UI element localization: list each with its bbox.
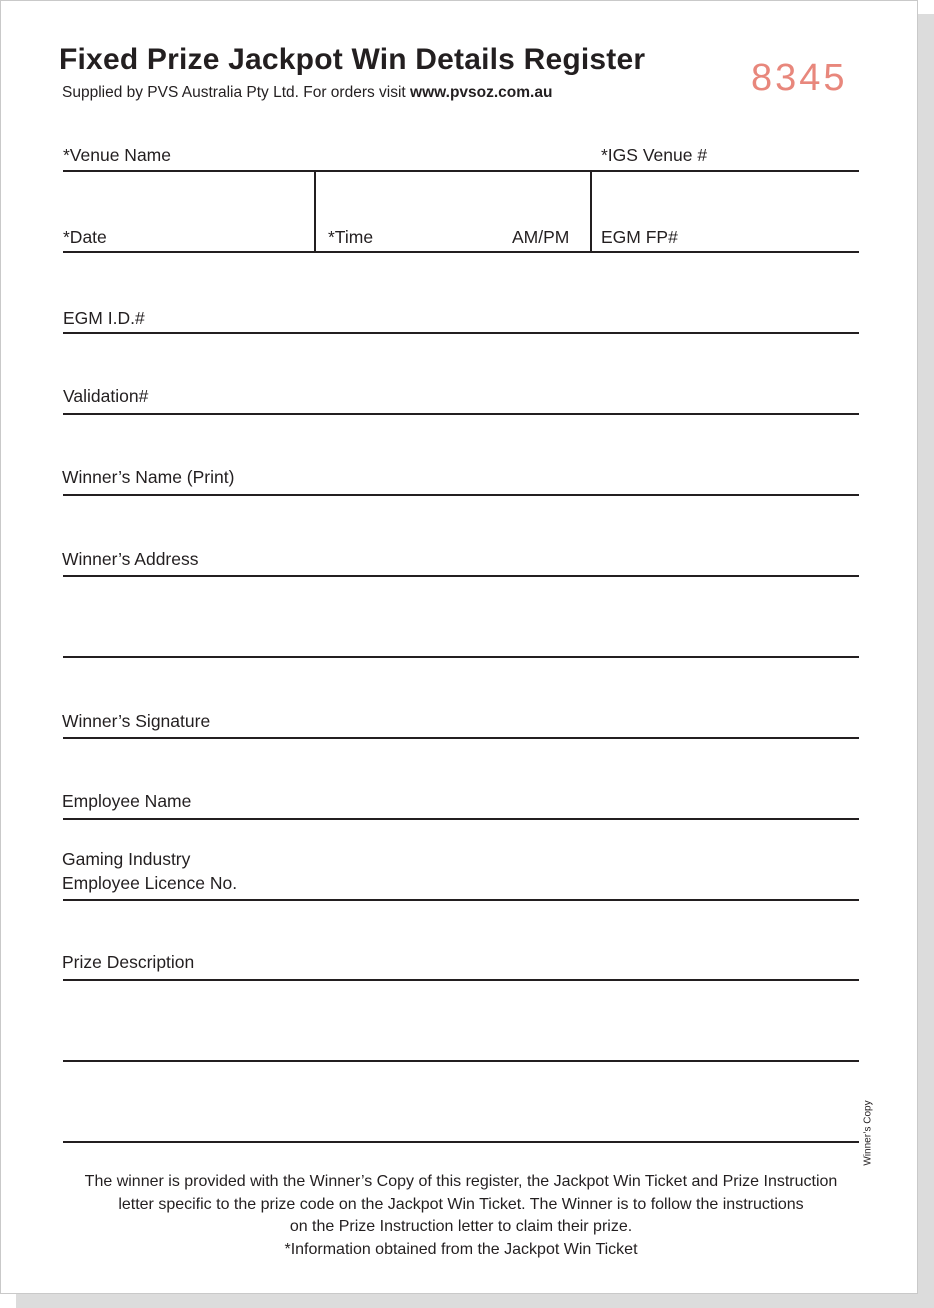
egm-fp-label: EGM FP# [601, 227, 678, 247]
time-label: *Time [328, 227, 374, 247]
winner-name-label: Winner’s Name (Print) [62, 467, 235, 487]
supplier-line [62, 84, 552, 102]
winner-address-rule-2 [63, 656, 859, 658]
footer-line-1: The winner is provided with the Winner’s Copy of this register, the Jackpot Win Ticket and Prize Instruction [84, 1173, 838, 1190]
igs-venue-field[interactable] [593, 139, 857, 171]
date-rule [63, 251, 859, 253]
winner-signature-rule [63, 737, 859, 739]
copy-label: Winner’s Copy [862, 1100, 874, 1166]
employee-name-rule [63, 818, 859, 820]
footer-line-3: on the Prize Instruction letter to claim their prize. [289, 1218, 633, 1235]
venue-name-label: *Venue Name [63, 145, 171, 165]
employee-name-field[interactable] [63, 740, 859, 818]
prize-description-label: Prize Description [62, 952, 195, 972]
serial-number: 8345 [751, 57, 848, 99]
validation-rule [63, 413, 859, 415]
form-title: Fixed Prize Jackpot Win Details Register [59, 43, 646, 76]
licence-number-field[interactable] [63, 821, 859, 899]
licence-rule [63, 899, 859, 901]
winner-signature-label: Winner’s Signature [62, 711, 211, 731]
footer-line-4: *Information obtained from the Jackpot Win Ticket [284, 1240, 638, 1258]
validation-label: Validation# [63, 386, 149, 406]
prize-description-field[interactable] [63, 902, 859, 1141]
winner-name-field[interactable] [63, 416, 859, 494]
venue-name-field[interactable] [63, 139, 589, 171]
igs-venue-label: *IGS Venue # [601, 145, 708, 165]
licence-label-line1: Gaming Industry [62, 849, 191, 869]
ampm-label: AM/PM [512, 227, 570, 247]
date-time-divider [314, 171, 316, 253]
egm-id-field[interactable] [63, 254, 859, 332]
footer-notice [41, 1171, 881, 1261]
date-field[interactable] [63, 172, 313, 252]
egm-id-label: EGM I.D.# [63, 308, 145, 328]
licence-label-line2: Employee Licence No. [62, 873, 238, 893]
winner-name-rule [63, 494, 859, 496]
footer-line-2: letter specific to the prize code on the Jackpot Win Ticket. The Winner is to follow the instructions [118, 1195, 804, 1213]
winner-address-rule [63, 575, 859, 577]
time-field[interactable] [317, 172, 589, 252]
time-egm-divider [590, 171, 592, 253]
egm-fp-field[interactable] [593, 172, 857, 252]
prize-description-rule-3 [63, 1141, 859, 1143]
supplier-text: Supplied by PVS Australia Pty Ltd. For orders visit [62, 84, 411, 101]
winner-address-label: Winner’s Address [62, 549, 199, 569]
employee-name-label: Employee Name [62, 791, 192, 811]
validation-field[interactable] [63, 335, 859, 413]
prize-description-rule [63, 979, 859, 981]
date-label: *Date [63, 227, 107, 247]
winner-signature-field[interactable] [63, 659, 859, 737]
supplier-url: www.pvsoz.com.au [410, 84, 553, 101]
egm-id-rule [63, 332, 859, 334]
prize-description-rule-2 [63, 1060, 859, 1062]
